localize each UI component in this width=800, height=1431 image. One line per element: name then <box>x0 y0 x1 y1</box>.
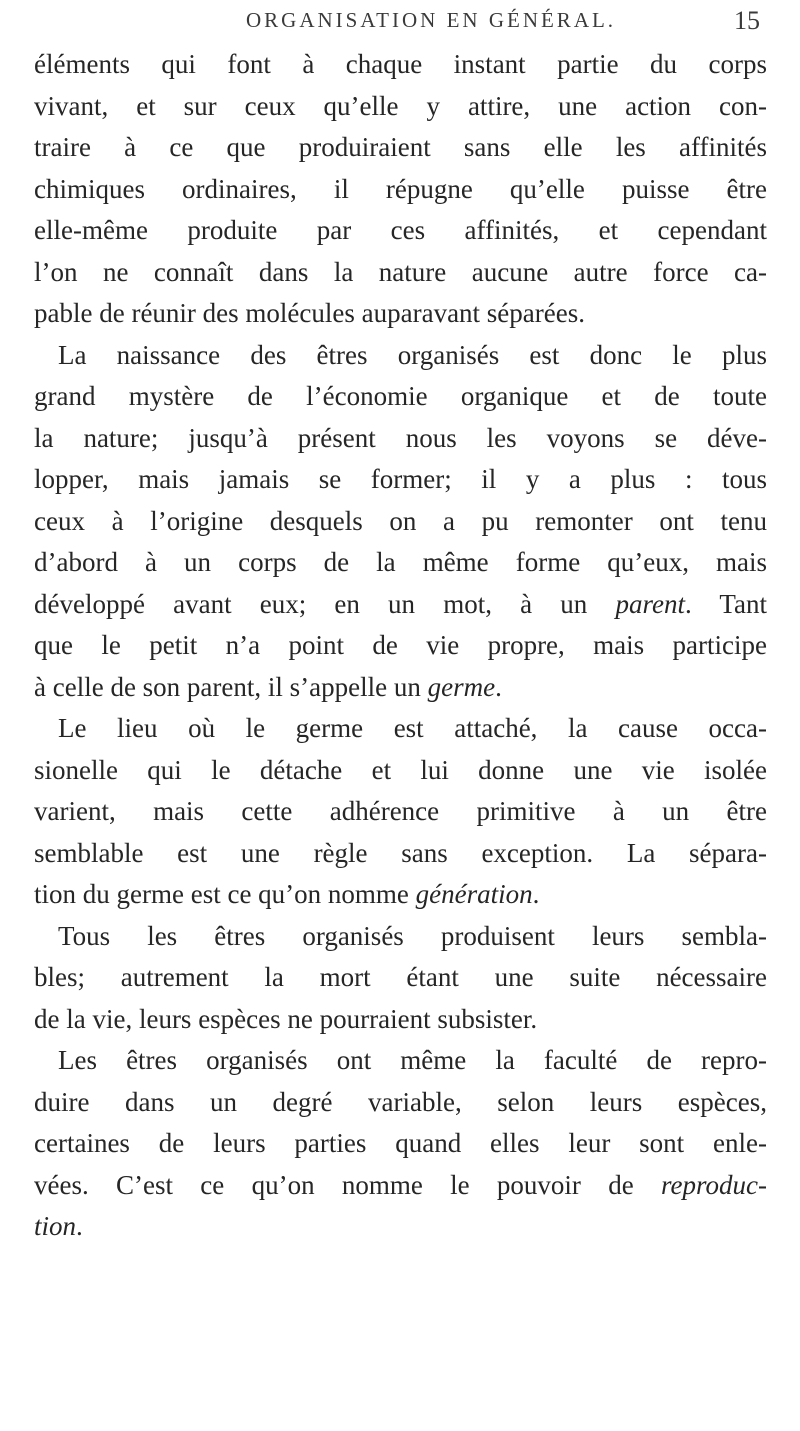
text-line: que le petit n’a point de vie propre, mais participe <box>34 630 767 660</box>
text-line: éléments qui font à chaque instant partie du corps <box>34 49 767 79</box>
text-line: vivant, et sur ceux qu’elle y attire, une action con- <box>34 90 767 121</box>
running-head <box>0 6 800 40</box>
italic-term: tion <box>34 1211 77 1241</box>
italic-term: reproduc- <box>661 1169 767 1200</box>
text-segment: . <box>532 879 540 909</box>
text-line: varient, mais cette adhérence primitive à un être <box>34 796 767 826</box>
text-line <box>34 874 767 916</box>
text-line: grand mystère de l’économie organique et de toute <box>34 381 767 411</box>
text-line: de la vie, leurs espèces ne pourraient subsister. <box>34 1003 538 1034</box>
text-line: Tous les êtres organisés produisent leurs sembla- <box>58 920 767 951</box>
text-line: ceux à l’origine desquels on a pu remonter ont tenu <box>34 505 767 536</box>
text-segment: tion du germe est ce qu’on nomme <box>34 879 416 909</box>
text-line: semblable est une règle sans exception. La sépara- <box>34 837 767 868</box>
text-line: duire dans un degré variable, selon leurs espèces, <box>34 1086 767 1117</box>
italic-term: parent <box>615 588 685 619</box>
running-title: ORGANISATION EN GÉNÉRAL. <box>246 8 617 32</box>
body-text <box>34 44 767 1248</box>
text-line: d’abord à un corps de la même forme qu’eux, mais <box>34 547 767 577</box>
text-segment: . <box>76 1211 83 1241</box>
text-line <box>34 584 767 626</box>
text-line: elle-même produite par ces affinités, et cependant <box>34 215 767 245</box>
text-line: Les êtres organisés ont même la faculté de repro- <box>58 1045 767 1075</box>
italic-term: germe <box>427 671 496 702</box>
text-line: Le lieu où le germe est attaché, la cause occa- <box>58 713 767 743</box>
text-line <box>34 1165 767 1207</box>
text-line: pable de réunir des molécules auparavant séparées. <box>34 298 585 328</box>
text-line: traire à ce que produiraient sans elle les affinités <box>34 132 767 162</box>
text-line: bles; autrement la mort étant une suite nécessaire <box>34 962 767 992</box>
text-segment: vées. C’est ce qu’on nomme le pouvoir de <box>34 1169 662 1200</box>
text-line <box>34 667 767 709</box>
text-segment: développé avant eux; en un mot, à un <box>34 588 616 619</box>
text-segment: . <box>495 671 502 702</box>
text-line <box>34 1206 767 1248</box>
text-line: la nature; jusqu’à présent nous les voyons se déve- <box>34 422 767 453</box>
text-line: certaines de leurs parties quand elles leur sont enle- <box>34 1128 767 1158</box>
text-segment: à celle de son parent, il s’appelle un <box>34 671 428 702</box>
text-line: l’on ne connaît dans la nature aucune autre force ca- <box>34 256 767 287</box>
text-segment: . Tant <box>684 588 767 619</box>
italic-term: génération <box>415 879 533 909</box>
text-line: sionelle qui le détache et lui donne une vie isolée <box>34 754 767 785</box>
text-line: chimiques ordinaires, il répugne qu’elle puisse être <box>34 173 767 204</box>
page-number: 15 <box>734 6 760 35</box>
text-line: lopper, mais jamais se former; il y a plus : tous <box>34 464 767 494</box>
text-line: La naissance des êtres organisés est donc le plus <box>58 339 767 370</box>
